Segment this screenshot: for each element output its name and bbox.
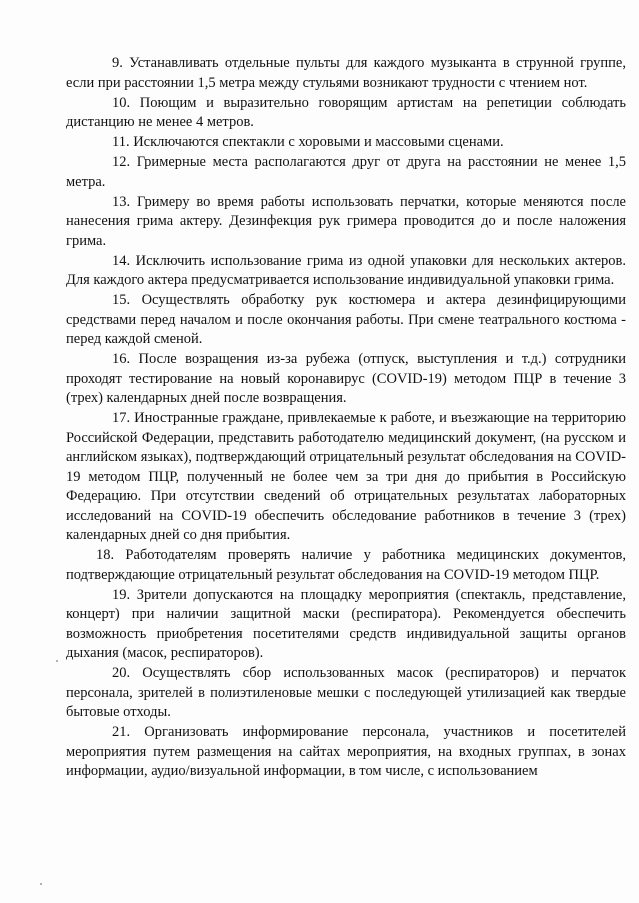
paragraph-19: 19. Зрители допускаются на площадку мероприятия (спектакль, представление, концерт) при наличии защитной маски (респиратора). Рекомендуется обеспечить возможность приобретения посетителями средств индивидуальной защиты органов дыхания (масок, респираторов).: [66, 586, 626, 661]
paragraph-14: 14. Исключить использование грима из одной упаковки для нескольких актеров. Для каждого актера предусматривается использование индивидуальной упаковки грима.: [66, 252, 626, 288]
paragraph-12: 12. Гримерные места располагаются друг от друга на расстоянии не менее 1,5 метра.: [66, 154, 626, 190]
paragraph-9: 9. Устанавливать отдельные пульты для каждого музыканта в струнной группе, если при расстоянии 1,5 метра между стульями возникают трудности с чтением нот.: [66, 55, 626, 91]
paragraph-18: 18. Работодателям проверять наличие у работника медицинских документов, подтверждающие отрицательный результат обследования на COVID-19 методом ПЦР.: [66, 547, 626, 583]
paragraph-13: 13. Гримеру во время работы использовать перчатки, которые меняются после нанесения грима актеру. Дезинфекция рук гримера проводится до и после наложения грима.: [66, 193, 626, 249]
document-body: [66, 54, 626, 782]
scan-speck: [56, 660, 58, 662]
paragraph-16: 16. После возращения из-за рубежа (отпуск, выступления и т.д.) сотрудники проходят тестирование на новый коронавирус (COVID-19) методом ПЦР в течение 3 (трех) календарных дней после возвращения.: [66, 351, 626, 406]
paragraph-17: 17. Иностранные граждане, привлекаемые к работе, и въезжающие на территорию Российской Федерации, представить работодателю медицинский документ, (на русском и английском языках), подтверждающий отрицательный результат обследования на COVID-19 методом ПЦР, полученный не более чем за три дня до прибытия в Российскую Федерацию. При отсутствии сведений об отрицательных результатах лабораторных исследований на COVID-19 обеспечить обследование работников в течение 3 (трех) календарных дней со дня прибытия.: [66, 410, 626, 543]
paragraph-11: 11. Исключаются спектакли с хоровыми и массовыми сценами.: [112, 134, 504, 150]
paragraph-20: 20. Осуществлять сбор использованных масок (респираторов) и перчаток персонала, зрителей в полиэтиленовые мешки с последующей утилизацией как твердые бытовые отходы.: [66, 665, 626, 720]
paragraph-21: 21. Организовать информирование персонала, участников и посетителей мероприятия путем размещения на сайтах мероприятия, на входных группах, в зонах информации, аудио/визуальной информации, в том числе, с использованием: [66, 724, 626, 779]
paragraph-10: 10. Поющим и выразительно говорящим артистам на репетиции соблюдать дистанцию не менее 4 метров.: [66, 94, 626, 130]
scan-speck: [40, 883, 42, 885]
paragraph-15: 15. Осуществлять обработку рук костюмера и актера дезинфицирующими средствами перед началом и после окончания работы. При смене театрального костюма - перед каждой сменой.: [66, 292, 626, 347]
